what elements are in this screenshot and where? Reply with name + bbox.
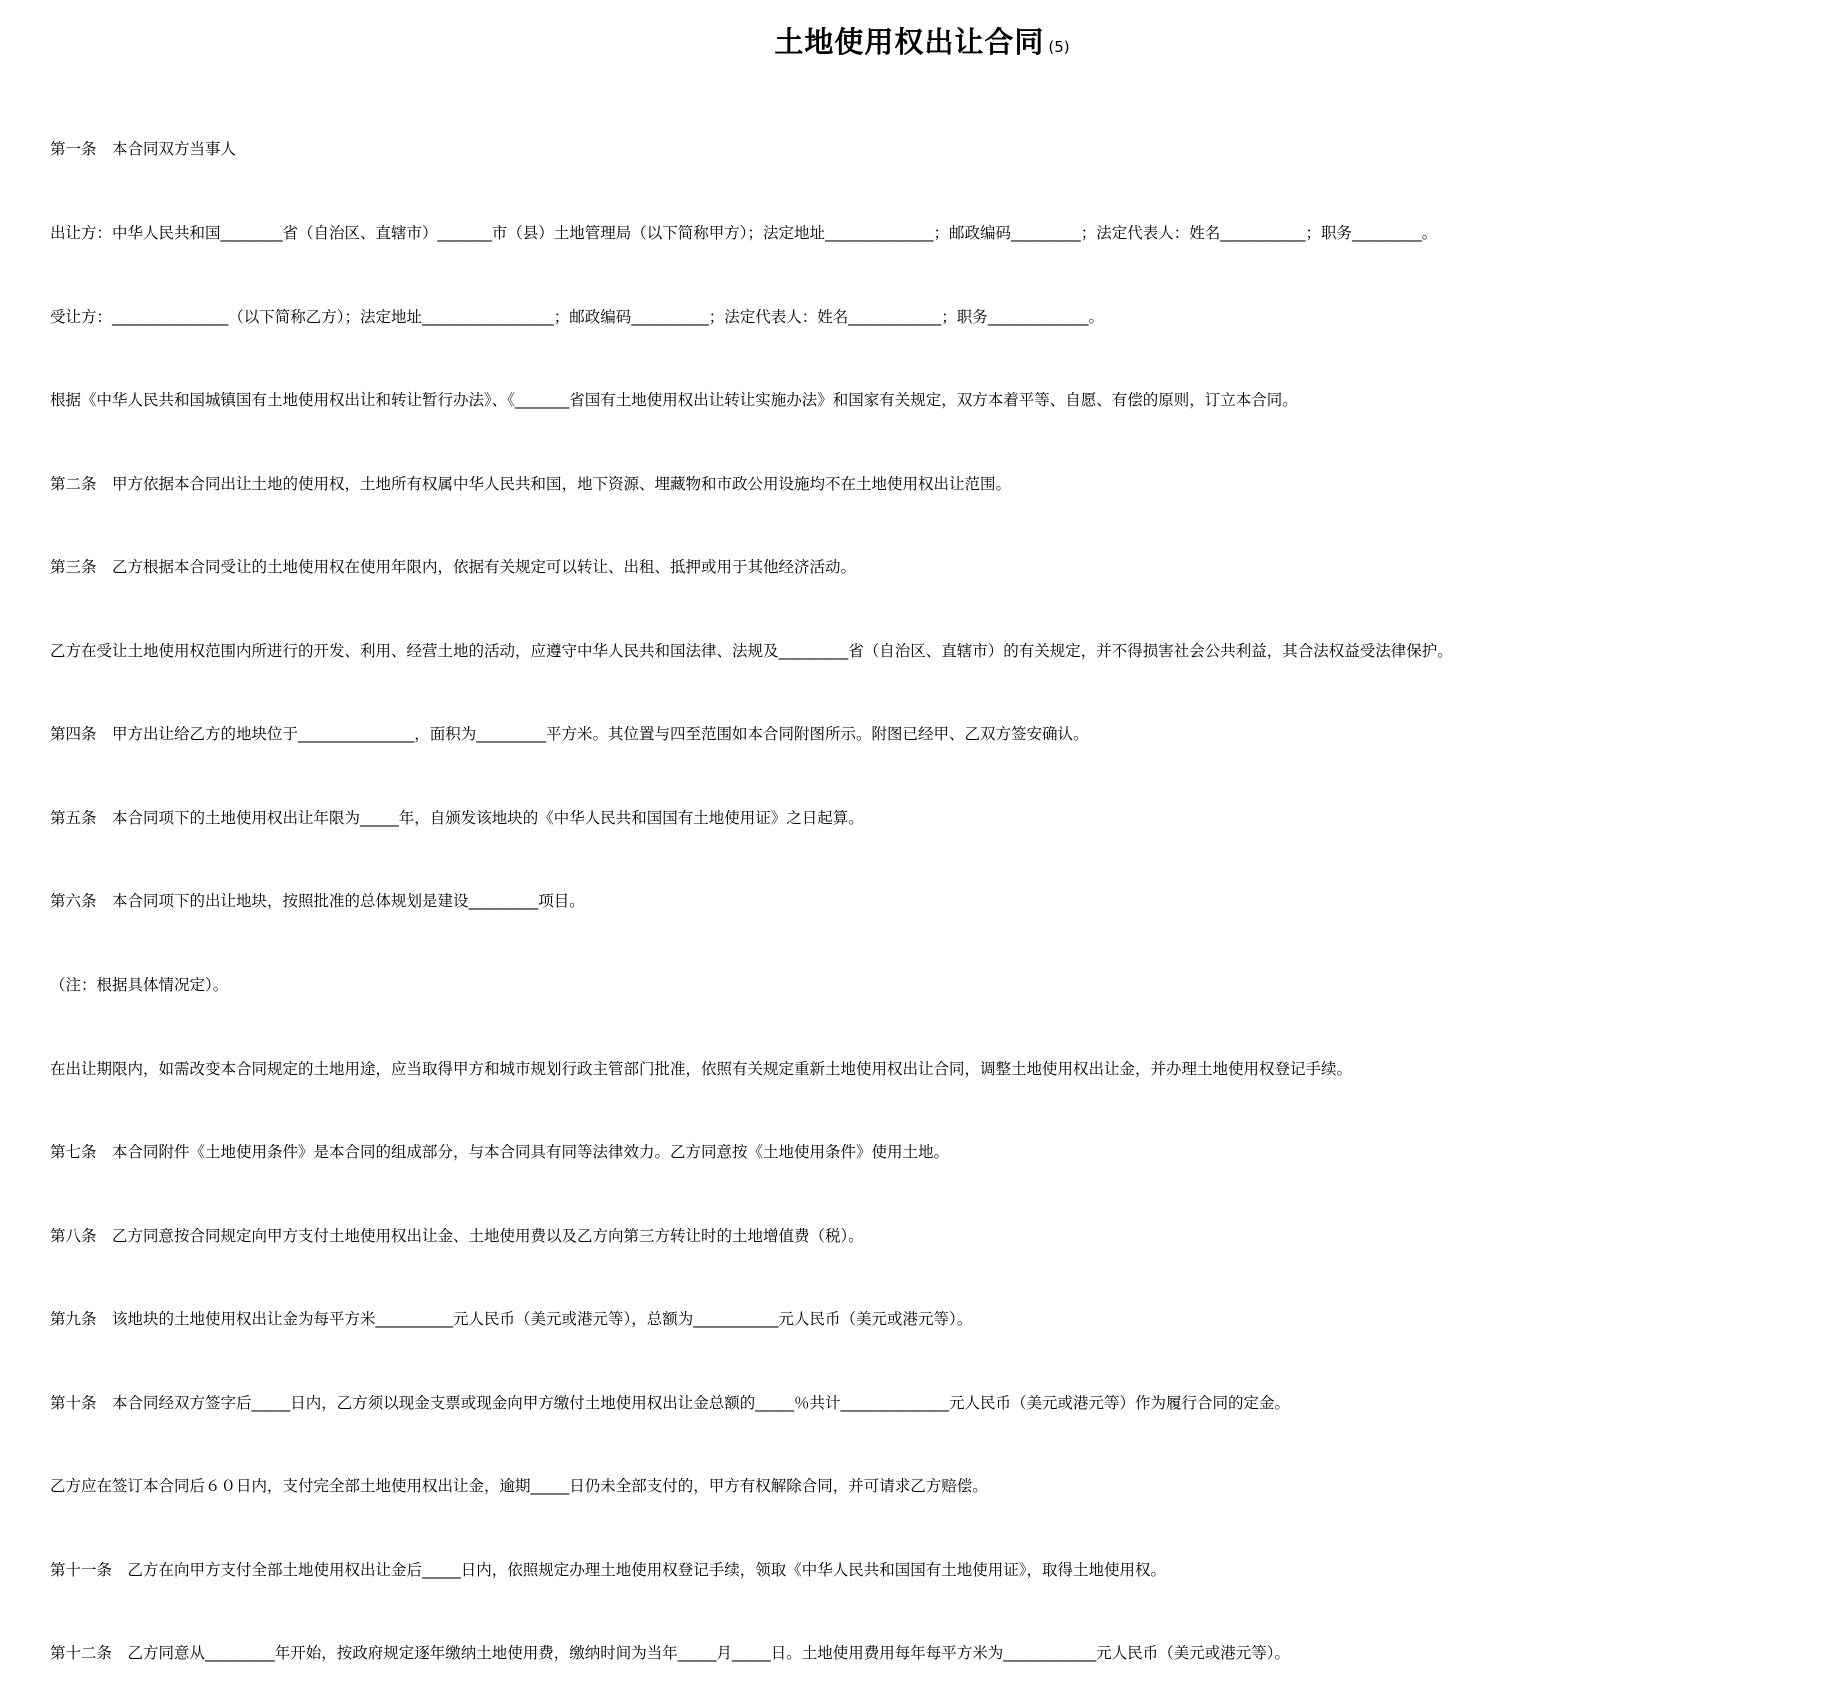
legal-basis-paragraph: 根据《中华人民共和国城镇国有土地使用权出让和转让暂行办法》、《_______省国有土地使用权出让转让实施办法》和国家有关规定，双方本着平等、自愿、有偿的原则，订立本合同。 [50, 391, 1298, 409]
party-b-paragraph: 受让方：_______________（以下简称乙方）；法定地址_________________；邮政编码__________；法定代表人：姓名____________；职务_____________。 [50, 308, 1105, 326]
payment-deadline-paragraph: 乙方应在签订本合同后６０日内，支付完全部土地使用权出让金，逾期_____日仍未全部支付的，甲方有权解除合同，并可请求乙方赔偿。 [50, 1477, 988, 1495]
article-7-paragraph: 第七条 本合同附件《土地使用条件》是本合同的组成部分，与本合同具有同等法律效力。乙方同意按《土地使用条件》使用土地。 [50, 1143, 950, 1161]
document-title: 土地使用权出让合同 [774, 25, 1045, 59]
article-3-continuation: 乙方在受让土地使用权范围内所进行的开发、利用、经营土地的活动，应遵守中华人民共和国法律、法规及_________省（自治区、直辖市）的有关规定，并不得损害社会公共利益，其合法权益受法律保护。 [50, 642, 1453, 660]
land-use-change-paragraph: 在出让期限内，如需改变本合同规定的土地用途，应当取得甲方和城市规划行政主管部门批准，依照有关规定重新土地使用权出让合同，调整土地使用权出让金，并办理土地使用权登记手续。 [50, 1060, 1353, 1078]
article-1-heading: 第一条 本合同双方当事人 [50, 140, 237, 158]
party-a-paragraph: 出让方：中华人民共和国________省（自治区、直辖市）_______市（县）土地管理局（以下简称甲方）；法定地址______________；邮政编码_________；法定代表人：姓名___________；职务_________。 [50, 224, 1438, 242]
title-suffix: (5) [1048, 38, 1070, 56]
title-line [0, 20, 1844, 61]
article-12-paragraph: 第十二条 乙方同意从_________年开始，按政府规定逐年缴纳土地使用费，缴纳时间为当年_____月_____日。土地使用费用每年每平方米为____________元人民币（美元或港元等）。 [50, 1644, 1291, 1662]
article-9-paragraph: 第九条 该地块的土地使用权出让金为每平方米__________元人民币（美元或港元等），总额为___________元人民币（美元或港元等）。 [50, 1310, 973, 1328]
article-6-paragraph: 第六条 本合同项下的出让地块，按照批准的总体规划是建设_________项目。 [50, 892, 585, 910]
article-10-paragraph: 第十条 本合同经双方签字后_____日内，乙方须以现金支票或现金向甲方缴付土地使用权出让金总额的_____％共计______________元人民币（美元或港元等）作为履行合同的定金。 [50, 1394, 1291, 1412]
note-paragraph: （注：根据具体情况定）。 [50, 976, 229, 994]
article-4-paragraph: 第四条 甲方出让给乙方的地块位于_______________，面积为_________平方米。其位置与四至范围如本合同附图所示。附图已经甲、乙双方签安确认。 [50, 725, 1089, 743]
article-2-paragraph: 第二条 甲方依据本合同出让土地的使用权，土地所有权属中华人民共和国，地下资源、埋藏物和市政公用设施均不在土地使用权出让范围。 [50, 475, 1012, 493]
article-3-paragraph: 第三条 乙方根据本合同受让的土地使用权在使用年限内，依据有关规定可以转让、出租、抵押或用于其他经济活动。 [50, 558, 857, 576]
article-5-paragraph: 第五条 本合同项下的土地使用权出让年限为_____年，自颁发该地块的《中华人民共和国国有土地使用证》之日起算。 [50, 809, 864, 827]
article-11-paragraph: 第十一条 乙方在向甲方支付全部土地使用权出让金后_____日内，依照规定办理土地使用权登记手续，领取《中华人民共和国国有土地使用证》，取得土地使用权。 [50, 1561, 1167, 1579]
article-8-paragraph: 第八条 乙方同意按合同规定向甲方支付土地使用权出让金、土地使用费以及乙方向第三方转让时的土地增值费（税）。 [50, 1227, 864, 1245]
